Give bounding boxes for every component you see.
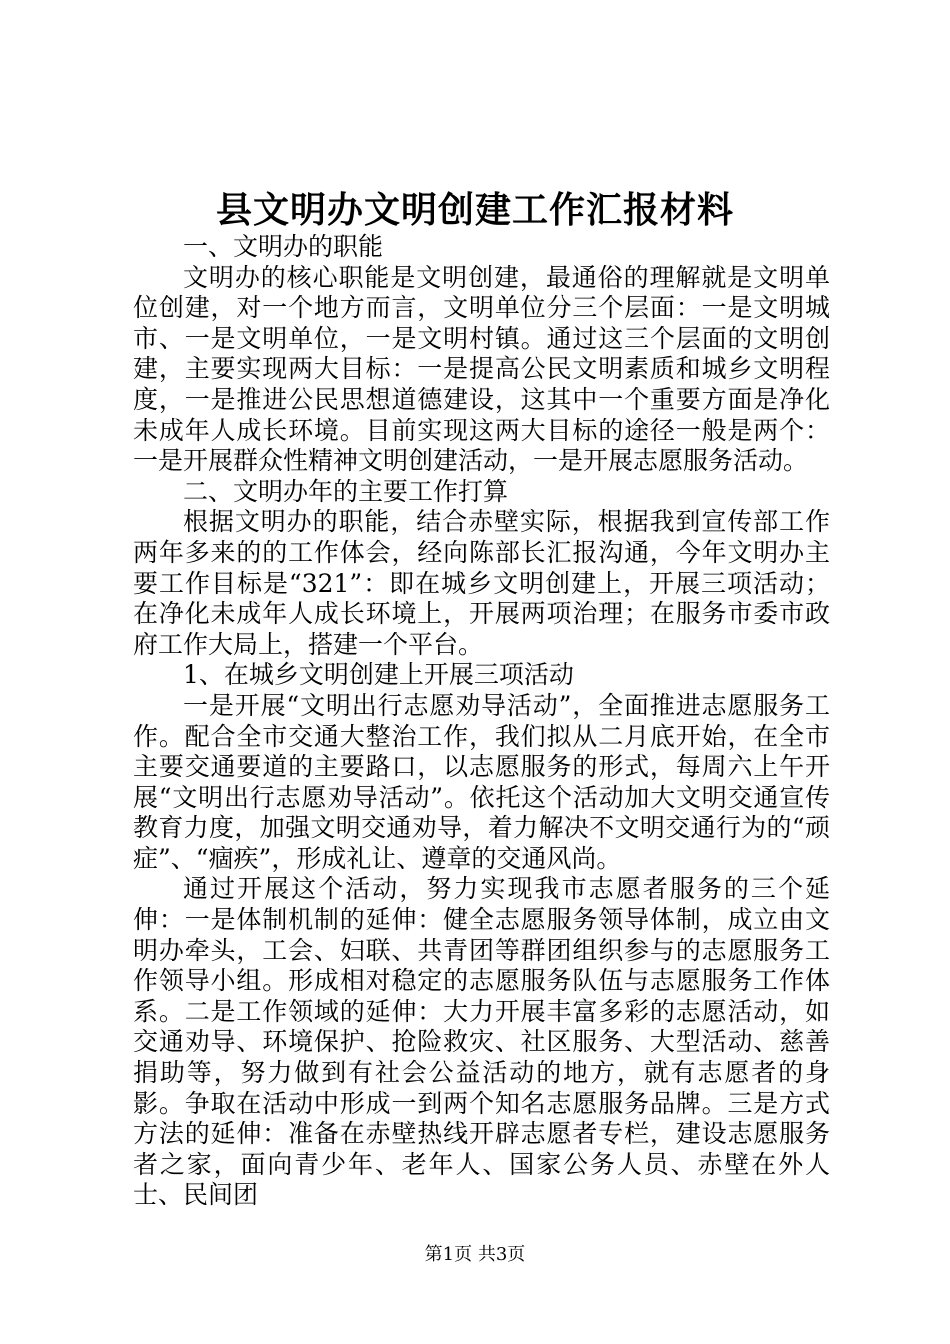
paragraph-2: 根据文明办的职能，结合赤壁实际，根据我到宣传部工作两年多来的的工作体会，经向陈部长汇报沟通，今年文明办主要工作目标是“321”：即在城乡文明创建上，开展三项活动；在净化未成年人成长环境上，开展两项治理；在服务市委市政府工作大局上，搭建一个平台。 [133, 507, 830, 659]
paragraph-4: 通过开展这个活动，努力实现我市志愿者服务的三个延伸：一是体制机制的延伸：健全志愿服务领导体制，成立由文明办牵头，工会、妇联、共青团等群团组织参与的志愿服务工作领导小组。形成相对稳定的志愿服务队伍与志愿服务工作体系。二是工作领域的延伸：大力开展丰富多彩的志愿活动，如交通劝导、环境保护、抢险救灾、社区服务、大型活动、慈善捐助等，努力做到有社会公益活动的地方，就有志愿者的身影。争取在活动中形成一到两个知名志愿服务品牌。三是方式方法的延伸：准备在赤壁热线开辟志愿者专栏，建设志愿服务者之家，面向青少年、老年人、国家公务人员、赤壁在外人士、民间团 [133, 874, 830, 1210]
paragraph-3: 一是开展“文明出行志愿劝导活动”，全面推进志愿服务工作。配合全市交通大整治工作，我们拟从二月底开始，在全市主要交通要道的主要路口，以志愿服务的形式，每周六上午开展“文明出行志愿劝导活动”。依托这个活动加大文明交通宣传教育力度，加强文明交通劝导，着力解决不文明交通行为的“顽症”、“痼疾”，形成礼让、遵章的交通风尚。 [133, 690, 830, 873]
section-heading-1: 一、文明办的职能 [183, 232, 384, 261]
subsection-heading-1: 1、在城乡文明创建上开展三项活动 [183, 660, 574, 690]
page-footer: 第1页 共3页 [424, 1244, 526, 1265]
document-title: 县文明办文明创建工作汇报材料 [215, 189, 734, 231]
section-heading-2: 二、文明办年的主要工作打算 [183, 476, 509, 506]
document-body [133, 232, 830, 1211]
paragraph-1: 文明办的核心职能是文明创建，最通俗的理解就是文明单位创建，对一个地方而言，文明单位分三个层面：一是文明城市、一是文明单位，一是文明村镇。通过这三个层面的文明创建，主要实现两大目标：一是提高公民文明素质和城乡文明程度，一是推进公民思想道德建设，这其中一个重要方面是净化未成年人成长环境。目前实现这两大目标的途径一般是两个：一是开展群众性精神文明创建活动，一是开展志愿服务活动。 [133, 262, 830, 476]
